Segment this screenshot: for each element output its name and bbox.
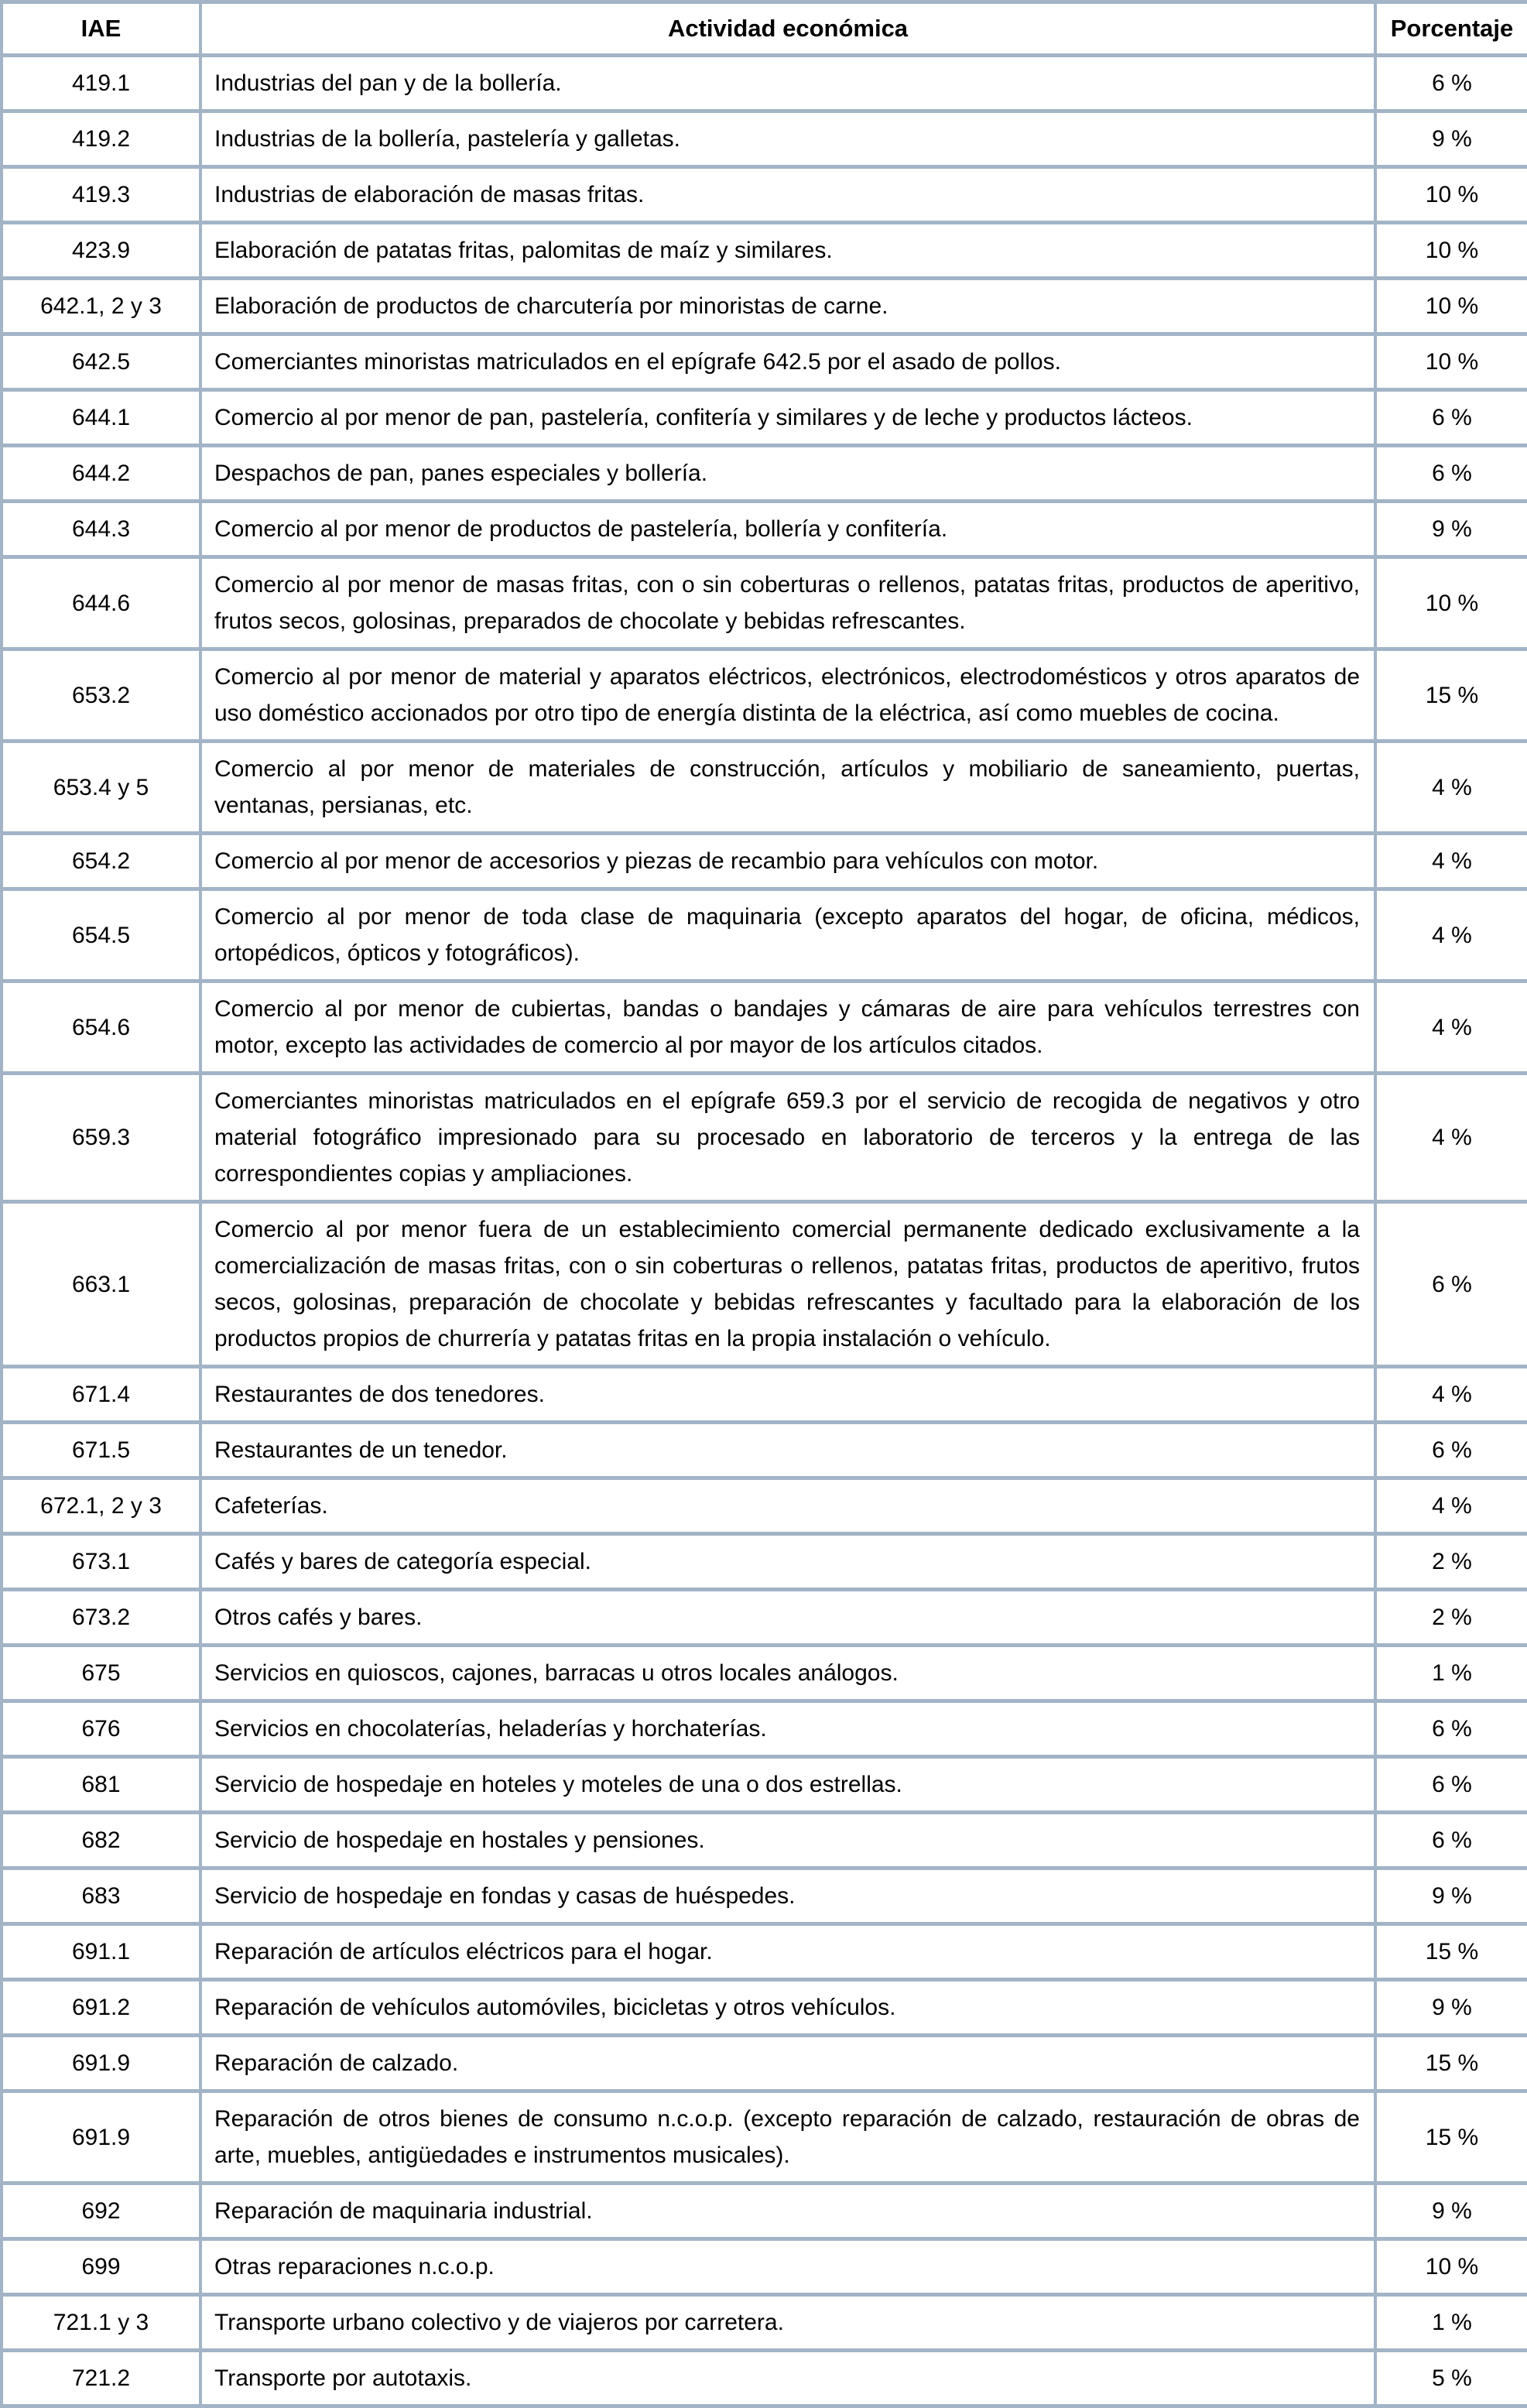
- table-row: [2, 1478, 1527, 1534]
- table-row: [2, 390, 1527, 446]
- porcentaje-cell: 9 %: [1375, 1869, 1527, 1924]
- iae-cell: 721.1 y 3: [2, 2295, 200, 2351]
- iae-cell: 419.2: [2, 111, 200, 167]
- actividad-cell: Servicio de hospedaje en fondas y casas de huéspedes.: [200, 1869, 1375, 1924]
- actividad-cell: Industrias del pan y de la bollería.: [200, 56, 1375, 111]
- actividad-cell: Comercio al por menor de material y aparatos eléctricos, electrónicos, electrodomésticos y otros aparatos de uso doméstico accionados por otro tipo de energía distinta de la eléctrica, así como muebles de cocina.: [200, 649, 1375, 742]
- iae-cell: 692: [2, 2184, 200, 2239]
- actividad-cell: Comercio al por menor de accesorios y piezas de recambio para vehículos con motor.: [200, 834, 1375, 889]
- porcentaje-cell: 15 %: [1375, 2036, 1527, 2091]
- actividad-cell: Servicio de hospedaje en hoteles y moteles de una o dos estrellas.: [200, 1757, 1375, 1813]
- actividad-cell: Comercio al por menor de materiales de construcción, artículos y mobiliario de saneamiento, puertas, ventanas, persianas, etc.: [200, 742, 1375, 834]
- porcentaje-cell: 9 %: [1375, 1980, 1527, 2036]
- actividad-cell: Transporte urbano colectivo y de viajeros por carretera.: [200, 2295, 1375, 2351]
- porcentaje-cell: 4 %: [1375, 742, 1527, 834]
- iae-cell: 654.5: [2, 889, 200, 981]
- table-row: [2, 1869, 1527, 1924]
- actividad-cell: Cafés y bares de categoría especial.: [200, 1534, 1375, 1590]
- actividad-cell: Elaboración de patatas fritas, palomitas de maíz y similares.: [200, 223, 1375, 279]
- iae-cell: 676: [2, 1701, 200, 1757]
- actividad-cell: Comercio al por menor fuera de un establecimiento comercial permanente dedicado exclusivamente a la comercialización de masas fritas, con o sin coberturas o rellenos, patatas fritas, productos de aperitivo, frutos secos, golosinas, preparación de chocolate y bebidas refrescantes y facultado para la elaboración de los productos propios de churrería y patatas fritas en la propia instalación o vehículo.: [200, 1202, 1375, 1367]
- actividad-cell: Despachos de pan, panes especiales y bollería.: [200, 446, 1375, 502]
- iae-cell: 691.9: [2, 2091, 200, 2184]
- porcentaje-cell: 15 %: [1375, 649, 1527, 742]
- porcentaje-cell: 10 %: [1375, 557, 1527, 649]
- iae-cell: 671.5: [2, 1423, 200, 1478]
- porcentaje-cell: 2 %: [1375, 1590, 1527, 1646]
- iae-cell: 721.2: [2, 2351, 200, 2406]
- table-header: [2, 2, 1527, 56]
- iae-cell: 654.2: [2, 834, 200, 889]
- table-row: [2, 502, 1527, 557]
- table-row: [2, 1813, 1527, 1869]
- porcentaje-cell: 2 %: [1375, 1534, 1527, 1590]
- porcentaje-cell: 10 %: [1375, 279, 1527, 334]
- iae-cell: 644.3: [2, 502, 200, 557]
- porcentaje-cell: 9 %: [1375, 111, 1527, 167]
- iae-cell: 683: [2, 1869, 200, 1924]
- actividad-cell: Restaurantes de un tenedor.: [200, 1423, 1375, 1478]
- iae-cell: 699: [2, 2239, 200, 2295]
- actividad-cell: Comercio al por menor de cubiertas, bandas o bandajes y cámaras de aire para vehículos terrestres con motor, excepto las actividades de comercio al por mayor de los artículos citados.: [200, 981, 1375, 1074]
- table-row: [2, 334, 1527, 390]
- actividad-cell: Comercio al por menor de productos de pastelería, bollería y confitería.: [200, 502, 1375, 557]
- iae-cell: 419.3: [2, 167, 200, 223]
- table-row: [2, 1367, 1527, 1423]
- porcentaje-cell: 15 %: [1375, 2091, 1527, 2184]
- actividad-cell: Restaurantes de dos tenedores.: [200, 1367, 1375, 1423]
- iae-cell: 681: [2, 1757, 200, 1813]
- porcentaje-cell: 9 %: [1375, 2184, 1527, 2239]
- actividad-cell: Otros cafés y bares.: [200, 1590, 1375, 1646]
- porcentaje-cell: 1 %: [1375, 2295, 1527, 2351]
- porcentaje-cell: 4 %: [1375, 981, 1527, 1074]
- iae-cell: 691.2: [2, 1980, 200, 2036]
- porcentaje-cell: 6 %: [1375, 1202, 1527, 1367]
- porcentaje-cell: 4 %: [1375, 834, 1527, 889]
- iae-cell: 663.1: [2, 1202, 200, 1367]
- actividad-cell: Comerciantes minoristas matriculados en el epígrafe 642.5 por el asado de pollos.: [200, 334, 1375, 390]
- actividad-cell: Servicios en chocolaterías, heladerías y horchaterías.: [200, 1701, 1375, 1757]
- iae-cell: 673.2: [2, 1590, 200, 1646]
- table-row: [2, 1202, 1527, 1367]
- actividad-cell: Reparación de otros bienes de consumo n.c.o.p. (excepto reparación de calzado, restauración de obras de arte, muebles, antigüedades e instrumentos musicales).: [200, 2091, 1375, 2184]
- table-row: [2, 1757, 1527, 1813]
- porcentaje-cell: 10 %: [1375, 167, 1527, 223]
- porcentaje-cell: 4 %: [1375, 1367, 1527, 1423]
- table-row: [2, 742, 1527, 834]
- actividad-cell: Servicio de hospedaje en hostales y pensiones.: [200, 1813, 1375, 1869]
- iae-cell: 691.1: [2, 1924, 200, 1980]
- table-row: [2, 223, 1527, 279]
- actividad-cell: Reparación de calzado.: [200, 2036, 1375, 2091]
- table-row: [2, 1980, 1527, 2036]
- porcentaje-cell: 15 %: [1375, 1924, 1527, 1980]
- table-row: [2, 1924, 1527, 1980]
- iae-cell: 644.6: [2, 557, 200, 649]
- table-row: [2, 279, 1527, 334]
- actividad-cell: Reparación de vehículos automóviles, bicicletas y otros vehículos.: [200, 1980, 1375, 2036]
- actividad-cell: Comercio al por menor de pan, pastelería, confitería y similares y de leche y productos lácteos.: [200, 390, 1375, 446]
- porcentaje-cell: 9 %: [1375, 502, 1527, 557]
- iae-cell: 691.9: [2, 2036, 200, 2091]
- iae-cell: 671.4: [2, 1367, 200, 1423]
- porcentaje-cell: 6 %: [1375, 1757, 1527, 1813]
- iae-cell: 644.1: [2, 390, 200, 446]
- porcentaje-cell: 4 %: [1375, 1074, 1527, 1202]
- column-header-actividad: Actividad económica: [200, 2, 1375, 56]
- table-row: [2, 889, 1527, 981]
- porcentaje-cell: 6 %: [1375, 1423, 1527, 1478]
- iae-cell: 644.2: [2, 446, 200, 502]
- column-header-iae: IAE: [2, 2, 200, 56]
- table-row: [2, 1423, 1527, 1478]
- table-row: [2, 834, 1527, 889]
- actividad-cell: Industrias de la bollería, pastelería y galletas.: [200, 111, 1375, 167]
- column-header-porcentaje: Porcentaje: [1375, 2, 1527, 56]
- iae-cell: 423.9: [2, 223, 200, 279]
- iae-cell: 675: [2, 1646, 200, 1701]
- iae-cell: 642.1, 2 y 3: [2, 279, 200, 334]
- porcentaje-cell: 1 %: [1375, 1646, 1527, 1701]
- porcentaje-cell: 6 %: [1375, 1813, 1527, 1869]
- table-row: [2, 557, 1527, 649]
- table-body: [2, 56, 1527, 2406]
- table-row: [2, 2184, 1527, 2239]
- table-row: [2, 111, 1527, 167]
- actividad-cell: Cafeterías.: [200, 1478, 1375, 1534]
- actividad-cell: Comerciantes minoristas matriculados en el epígrafe 659.3 por el servicio de recogida de negativos y otro material fotográfico impresionado para su procesado en laboratorio de terceros y la entrega de las correspondientes copias y ampliaciones.: [200, 1074, 1375, 1202]
- table-row: [2, 1534, 1527, 1590]
- actividad-cell: Reparación de maquinaria industrial.: [200, 2184, 1375, 2239]
- porcentaje-cell: 10 %: [1375, 2239, 1527, 2295]
- header-row: [2, 2, 1527, 56]
- table-row: [2, 2036, 1527, 2091]
- porcentaje-cell: 6 %: [1375, 1701, 1527, 1757]
- actividad-cell: Otras reparaciones n.c.o.p.: [200, 2239, 1375, 2295]
- iae-cell: 653.4 y 5: [2, 742, 200, 834]
- actividad-cell: Industrias de elaboración de masas fritas.: [200, 167, 1375, 223]
- iae-cell: 419.1: [2, 56, 200, 111]
- iae-cell: 682: [2, 1813, 200, 1869]
- actividad-cell: Comercio al por menor de toda clase de maquinaria (excepto aparatos del hogar, de oficina, médicos, ortopédicos, ópticos y fotográficos).: [200, 889, 1375, 981]
- porcentaje-cell: 6 %: [1375, 446, 1527, 502]
- iae-cell: 672.1, 2 y 3: [2, 1478, 200, 1534]
- porcentaje-cell: 6 %: [1375, 390, 1527, 446]
- table-row: [2, 2239, 1527, 2295]
- actividad-cell: Elaboración de productos de charcutería por minoristas de carne.: [200, 279, 1375, 334]
- iae-cell: 653.2: [2, 649, 200, 742]
- table-row: [2, 167, 1527, 223]
- iae-cell: 673.1: [2, 1534, 200, 1590]
- iae-cell: 659.3: [2, 1074, 200, 1202]
- table-row: [2, 1646, 1527, 1701]
- actividad-cell: Comercio al por menor de masas fritas, con o sin coberturas o rellenos, patatas fritas, productos de aperitivo, frutos secos, golosinas, preparados de chocolate y bebidas refrescantes.: [200, 557, 1375, 649]
- actividad-cell: Transporte por autotaxis.: [200, 2351, 1375, 2406]
- table-row: [2, 1590, 1527, 1646]
- porcentaje-cell: 6 %: [1375, 56, 1527, 111]
- table-row: [2, 56, 1527, 111]
- porcentaje-cell: 10 %: [1375, 334, 1527, 390]
- table-row: [2, 2295, 1527, 2351]
- actividad-cell: Servicios en quioscos, cajones, barracas u otros locales análogos.: [200, 1646, 1375, 1701]
- porcentaje-cell: 4 %: [1375, 1478, 1527, 1534]
- iae-cell: 642.5: [2, 334, 200, 390]
- table-row: [2, 1074, 1527, 1202]
- table-row: [2, 981, 1527, 1074]
- porcentaje-cell: 5 %: [1375, 2351, 1527, 2406]
- iae-cell: 654.6: [2, 981, 200, 1074]
- actividad-cell: Reparación de artículos eléctricos para el hogar.: [200, 1924, 1375, 1980]
- table-row: [2, 1701, 1527, 1757]
- table-row: [2, 446, 1527, 502]
- porcentaje-cell: 10 %: [1375, 223, 1527, 279]
- table-row: [2, 2091, 1527, 2184]
- table-row: [2, 649, 1527, 742]
- table-row: [2, 2351, 1527, 2406]
- porcentaje-cell: 4 %: [1375, 889, 1527, 981]
